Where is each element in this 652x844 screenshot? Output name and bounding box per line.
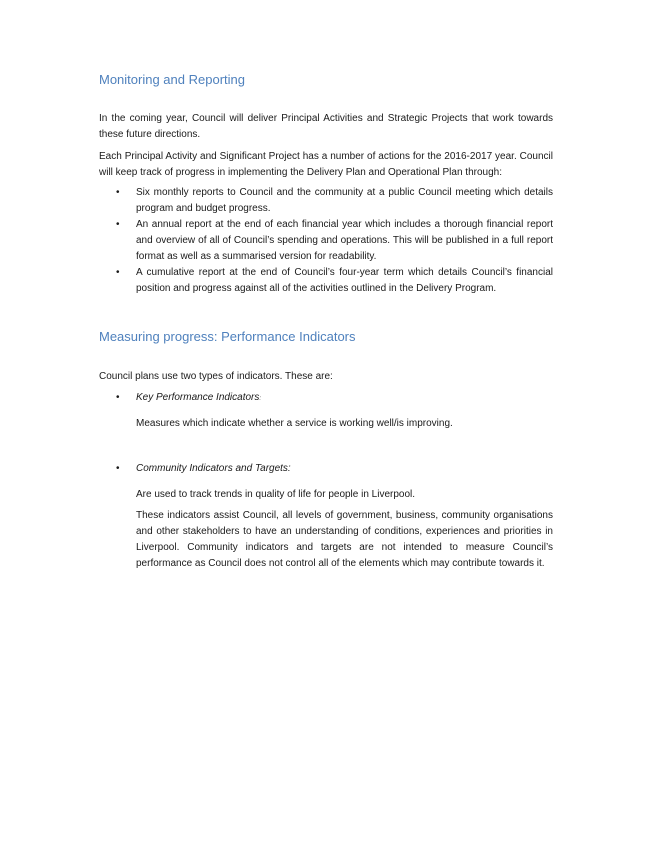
community-description: Are used to track trends in quality of life for people in Liverpool. — [136, 489, 416, 500]
heading-performance-indicators: Measuring progress: Performance Indicators — [99, 329, 356, 344]
bullet-icon: • — [116, 187, 120, 198]
bullet-icon: • — [116, 267, 120, 278]
kpi-label — [136, 390, 553, 407]
list-item-text: Six monthly reports to Council and the community at a public Council meeting which details program and budget progress. — [136, 187, 553, 214]
bullet-icon: • — [116, 392, 120, 403]
kpi-label-text: Key Performance Indicators — [136, 392, 260, 403]
kpi-label-colon: : — [259, 396, 262, 402]
community-detail: These indicators assist Council, all levels of government, business, community organisations and other stakeholders to have an understanding of conditions, experiences and priorities in Liverpool. Community indicators and targets are not intended to measure Council’s performance as Council does not control all of the elements which may contribute towards it. — [136, 510, 553, 569]
paragraph-intro: In the coming year, Council will deliver Principal Activities and Strategic Projects that work towards these future directions. — [99, 113, 553, 140]
list-item-text: A cumulative report at the end of Council’s four-year term which details Council’s financial position and progress against all of the activities outlined in the Delivery Program. — [136, 267, 553, 294]
paragraph-lead: Each Principal Activity and Significant Project has a number of actions for the 2016-2017 year. Council will keep track of progress in implementing the Delivery Plan and Operational Plan through: — [99, 151, 553, 178]
kpi-description: Measures which indicate whether a service is working well/is improving. — [136, 418, 453, 429]
heading-monitoring-reporting: Monitoring and Reporting — [99, 72, 245, 87]
bullet-icon: • — [116, 219, 120, 230]
bullet-icon: • — [116, 463, 120, 474]
paragraph-indicators-intro: Council plans use two types of indicators. These are: — [99, 371, 333, 382]
community-label: Community Indicators and Targets: — [136, 463, 291, 474]
list-item-text: An annual report at the end of each financial year which includes a thorough financial report and overview of all of Council’s spending and operations. This will be published in a full report format as well as a summarised version for readability. — [136, 219, 553, 262]
